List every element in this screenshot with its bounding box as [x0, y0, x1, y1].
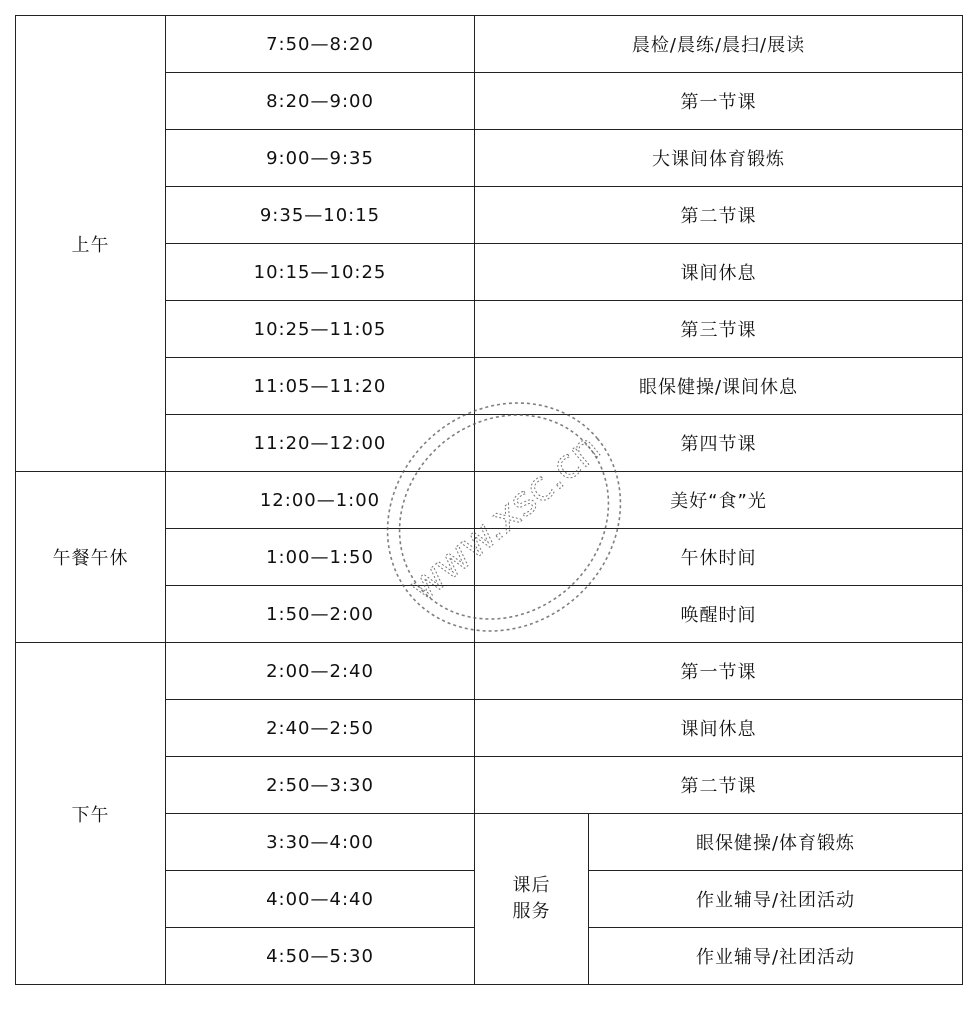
activity-cell: 第二节课 [475, 187, 963, 244]
time-cell: 12:00—1:00 [166, 472, 475, 529]
after-school-label-line2: 服务 [512, 901, 551, 922]
after-school-label [475, 814, 589, 985]
time-cell: 2:00—2:40 [166, 643, 475, 700]
activity-cell: 眼保健操/体育锻炼 [589, 814, 963, 871]
activity-cell: 晨检/晨练/晨扫/展读 [475, 16, 963, 73]
table-row [16, 16, 963, 73]
watermark-text: www.xsc.cn [400, 425, 609, 611]
time-cell: 8:20—9:00 [166, 73, 475, 130]
period-noon-label: 午餐午休 [16, 472, 166, 643]
schedule-table [15, 15, 963, 985]
activity-cell: 课间休息 [475, 244, 963, 301]
activity-cell: 眼保健操/课间休息 [475, 358, 963, 415]
time-cell: 11:05—11:20 [166, 358, 475, 415]
time-cell: 1:00—1:50 [166, 529, 475, 586]
time-cell: 10:25—11:05 [166, 301, 475, 358]
activity-cell: 第四节课 [475, 415, 963, 472]
time-cell: 2:50—3:30 [166, 757, 475, 814]
time-cell: 4:00—4:40 [166, 871, 475, 928]
time-cell: 9:00—9:35 [166, 130, 475, 187]
activity-cell: 美好“食”光 [475, 472, 963, 529]
table-row [16, 643, 963, 700]
activity-cell: 大课间体育锻炼 [475, 130, 963, 187]
activity-cell: 午休时间 [475, 529, 963, 586]
activity-cell: 第三节课 [475, 301, 963, 358]
time-cell: 4:50—5:30 [166, 928, 475, 985]
activity-cell: 第一节课 [475, 73, 963, 130]
time-cell: 2:40—2:50 [166, 700, 475, 757]
period-morning-label: 上午 [16, 16, 166, 472]
after-school-label-line1: 课后 [512, 875, 551, 896]
table-row [16, 472, 963, 529]
activity-cell: 第一节课 [475, 643, 963, 700]
time-cell: 10:15—10:25 [166, 244, 475, 301]
time-cell: 1:50—2:00 [166, 586, 475, 643]
time-cell: 11:20—12:00 [166, 415, 475, 472]
activity-cell: 作业辅导/社团活动 [589, 928, 963, 985]
period-afternoon-label: 下午 [16, 643, 166, 985]
time-cell: 9:35—10:15 [166, 187, 475, 244]
activity-cell: 第二节课 [475, 757, 963, 814]
activity-cell: 唤醒时间 [475, 586, 963, 643]
activity-cell: 作业辅导/社团活动 [589, 871, 963, 928]
activity-cell: 课间休息 [475, 700, 963, 757]
time-cell: 7:50—8:20 [166, 16, 475, 73]
time-cell: 3:30—4:00 [166, 814, 475, 871]
